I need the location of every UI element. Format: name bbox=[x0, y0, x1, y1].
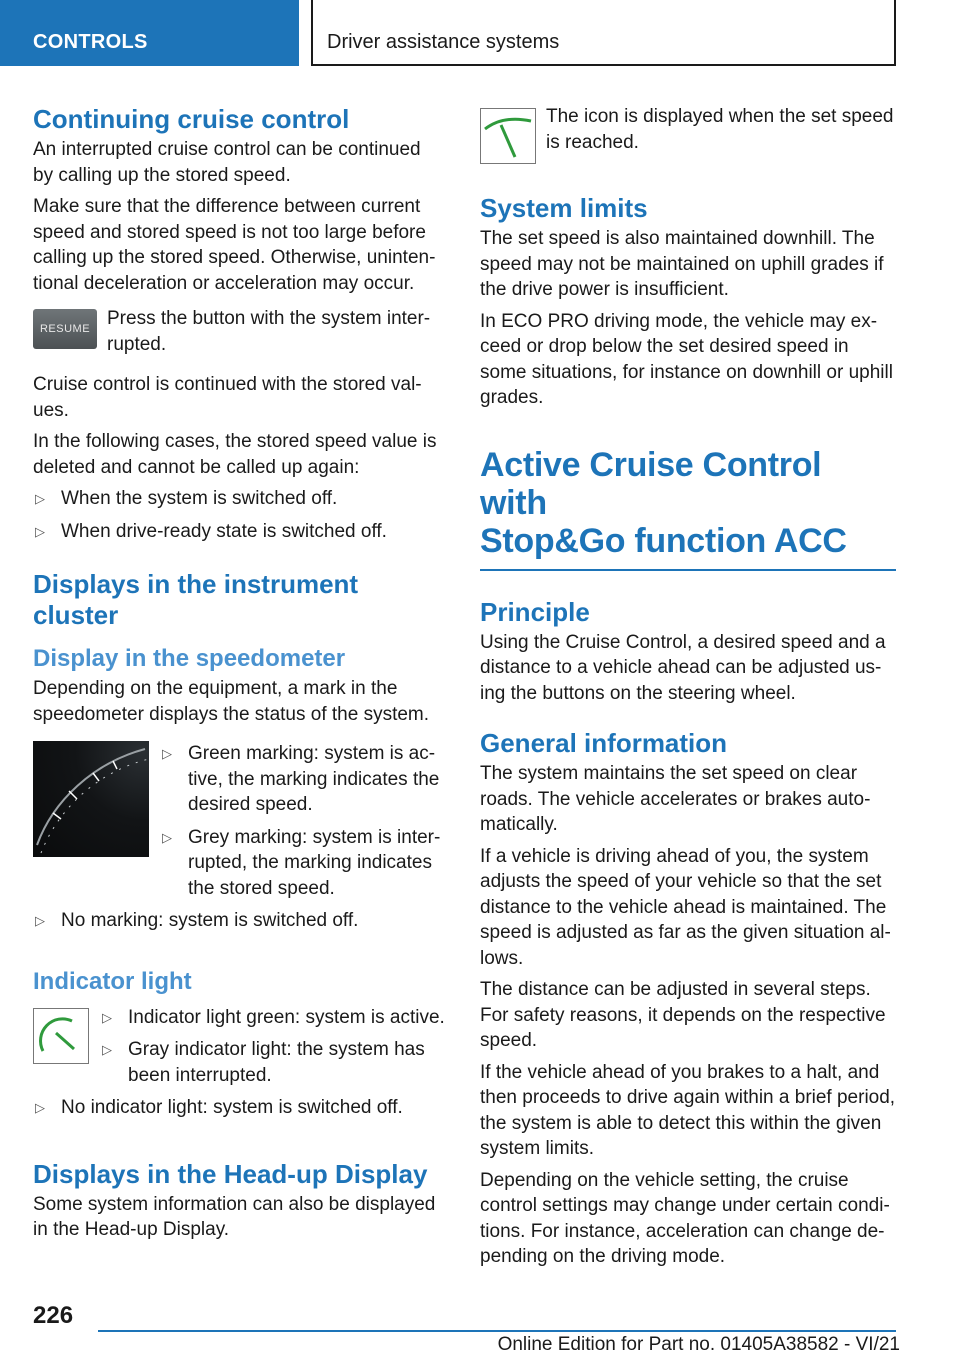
list-item: ▷ Grey marking: system is inter-rupted, the marking indicates the stored speed. bbox=[162, 826, 441, 899]
triangle-bullet-icon: ▷ bbox=[162, 746, 172, 761]
heading-system-limits: System limits bbox=[480, 193, 648, 223]
triangle-bullet-icon: ▷ bbox=[35, 1100, 45, 1115]
paragraph: In ECO PRO driving mode, the vehicle may ex-ceed or drop below the set desired speed in some situations, for instance on downhill or uphill grades. bbox=[480, 310, 893, 408]
bullet-list bbox=[160, 741, 445, 901]
list-item: ▷ No marking: system is switched off. bbox=[33, 908, 445, 934]
edition-note: Online Edition for Part no. 01405A38582 - VI/21 bbox=[497, 1334, 900, 1355]
paragraph: Make sure that the difference between current speed and stored speed is not too large before calling up the stored speed. Otherwise, uninten-tional deceleration or acceleration may occur. bbox=[33, 196, 436, 294]
paragraph: Using the Cruise Control, a desired speed and a distance to a vehicle ahead can be adjusted us-ing the buttons on the steering wheel. bbox=[480, 631, 886, 704]
cruise-indicator-icon bbox=[34, 1009, 88, 1063]
heading-line: Active Cruise Control with bbox=[480, 445, 822, 522]
heading-general-information: General information bbox=[480, 728, 728, 758]
list-item: ▷ When the system is switched off. bbox=[33, 486, 445, 512]
chapter-title: Driver assistance systems bbox=[327, 31, 560, 53]
heading-display-speedometer: Display in the speedometer bbox=[33, 645, 346, 672]
speedometer-arc-icon bbox=[33, 741, 149, 857]
paragraph: Depending on the equipment, a mark in the speedometer displays the status of the system. bbox=[33, 678, 430, 725]
paragraph: If a vehicle is driving ahead of you, the system adjusts the speed of your vehicle so that the set distance to the vehicle ahead is maintained. The speed is adjusted as far as the given situation al-lows. bbox=[480, 845, 891, 969]
triangle-bullet-icon: ▷ bbox=[102, 1009, 112, 1025]
left-column bbox=[33, 100, 445, 1243]
triangle-bullet-icon: ▷ bbox=[35, 523, 45, 539]
list-item: ▷ No indicator light: system is switched off. bbox=[33, 1095, 445, 1121]
list-item: ▷ Green marking: system is ac-tive, the marking indicates the desired speed. bbox=[162, 743, 440, 815]
right-column bbox=[480, 100, 896, 1270]
paragraph: Cruise control is continued with the stored val-ues. bbox=[33, 374, 422, 421]
reached-icon-row bbox=[480, 104, 896, 164]
bullet-list bbox=[33, 486, 445, 544]
paragraph: Depending on the vehicle setting, the cruise control settings may change under certain condi-tions. For instance, acceleration can change de-pending on the driving mode. bbox=[480, 1169, 890, 1267]
triangle-bullet-icon: ▷ bbox=[35, 913, 45, 928]
paragraph: In the following cases, the stored speed value is deleted and cannot be called up again: bbox=[33, 431, 437, 478]
bullet-list bbox=[100, 1005, 445, 1089]
footer-divider bbox=[98, 1330, 896, 1332]
triangle-bullet-icon: ▷ bbox=[162, 829, 172, 845]
resume-label: RESUME bbox=[39, 323, 91, 335]
page-header bbox=[0, 0, 960, 66]
paragraph: An interrupted cruise control can be continued by calling up the stored speed. bbox=[33, 139, 421, 186]
paragraph: Some system information can also be displayed in the Head-up Display. bbox=[33, 1193, 436, 1240]
list-item: ▷ When drive-ready state is switched off. bbox=[33, 519, 445, 545]
triangle-bullet-icon: ▷ bbox=[102, 1042, 112, 1057]
paragraph: The icon is displayed when the set speed is reached. bbox=[546, 106, 894, 153]
list-item: ▷ Indicator light green: system is active. bbox=[100, 1005, 445, 1031]
paragraph: Press the button with the system inter-rupted. bbox=[107, 308, 431, 355]
set-speed-reached-icon bbox=[481, 109, 535, 163]
bullet-list bbox=[33, 908, 445, 934]
set-speed-reached-image bbox=[480, 108, 536, 164]
resume-button-icon bbox=[33, 309, 97, 349]
indicator-row bbox=[33, 1005, 445, 1089]
heading-indicator-light: Indicator light bbox=[33, 967, 192, 995]
triangle-bullet-icon: ▷ bbox=[35, 491, 45, 506]
heading-line: Stop&Go function ACC bbox=[480, 521, 847, 560]
paragraph: The distance can be adjusted in several steps. For safety reasons, it depends on the respective speed. bbox=[480, 979, 886, 1051]
bullet-list bbox=[33, 1095, 445, 1121]
speedometer-row bbox=[33, 741, 445, 901]
paragraph: The system maintains the set speed on clear roads. The vehicle accelerates or brakes auto-matically. bbox=[480, 763, 871, 835]
heading-head-up-display: Displays in the Head-up Display bbox=[33, 1158, 428, 1189]
heading-continuing-cruise-control: Continuing cruise control bbox=[33, 104, 350, 134]
section-tab bbox=[0, 0, 299, 66]
list-item: ▷ Gray indicator light: the system has been interrupted. bbox=[102, 1039, 425, 1086]
heading-displays-instrument-cluster: Displays in the instrument cluster bbox=[33, 569, 359, 630]
section-title: CONTROLS bbox=[33, 31, 148, 53]
indicator-light-image bbox=[33, 1008, 89, 1064]
resume-row bbox=[33, 306, 445, 357]
speedometer-image bbox=[33, 741, 149, 857]
paragraph: If the vehicle ahead of you brakes to a halt, and then proceeds to drive again within a brief period, the system is able to detect this within the given system limits. bbox=[480, 1061, 896, 1159]
section-divider bbox=[480, 569, 896, 571]
heading-active-cruise-control bbox=[480, 446, 896, 560]
paragraph: The set speed is also maintained downhill. The speed may not be maintained on uphill grades if the drive power is insufficient. bbox=[480, 228, 884, 300]
heading-principle: Principle bbox=[480, 596, 590, 627]
page-number: 226 bbox=[33, 1302, 74, 1329]
chapter-tab bbox=[311, 0, 896, 66]
